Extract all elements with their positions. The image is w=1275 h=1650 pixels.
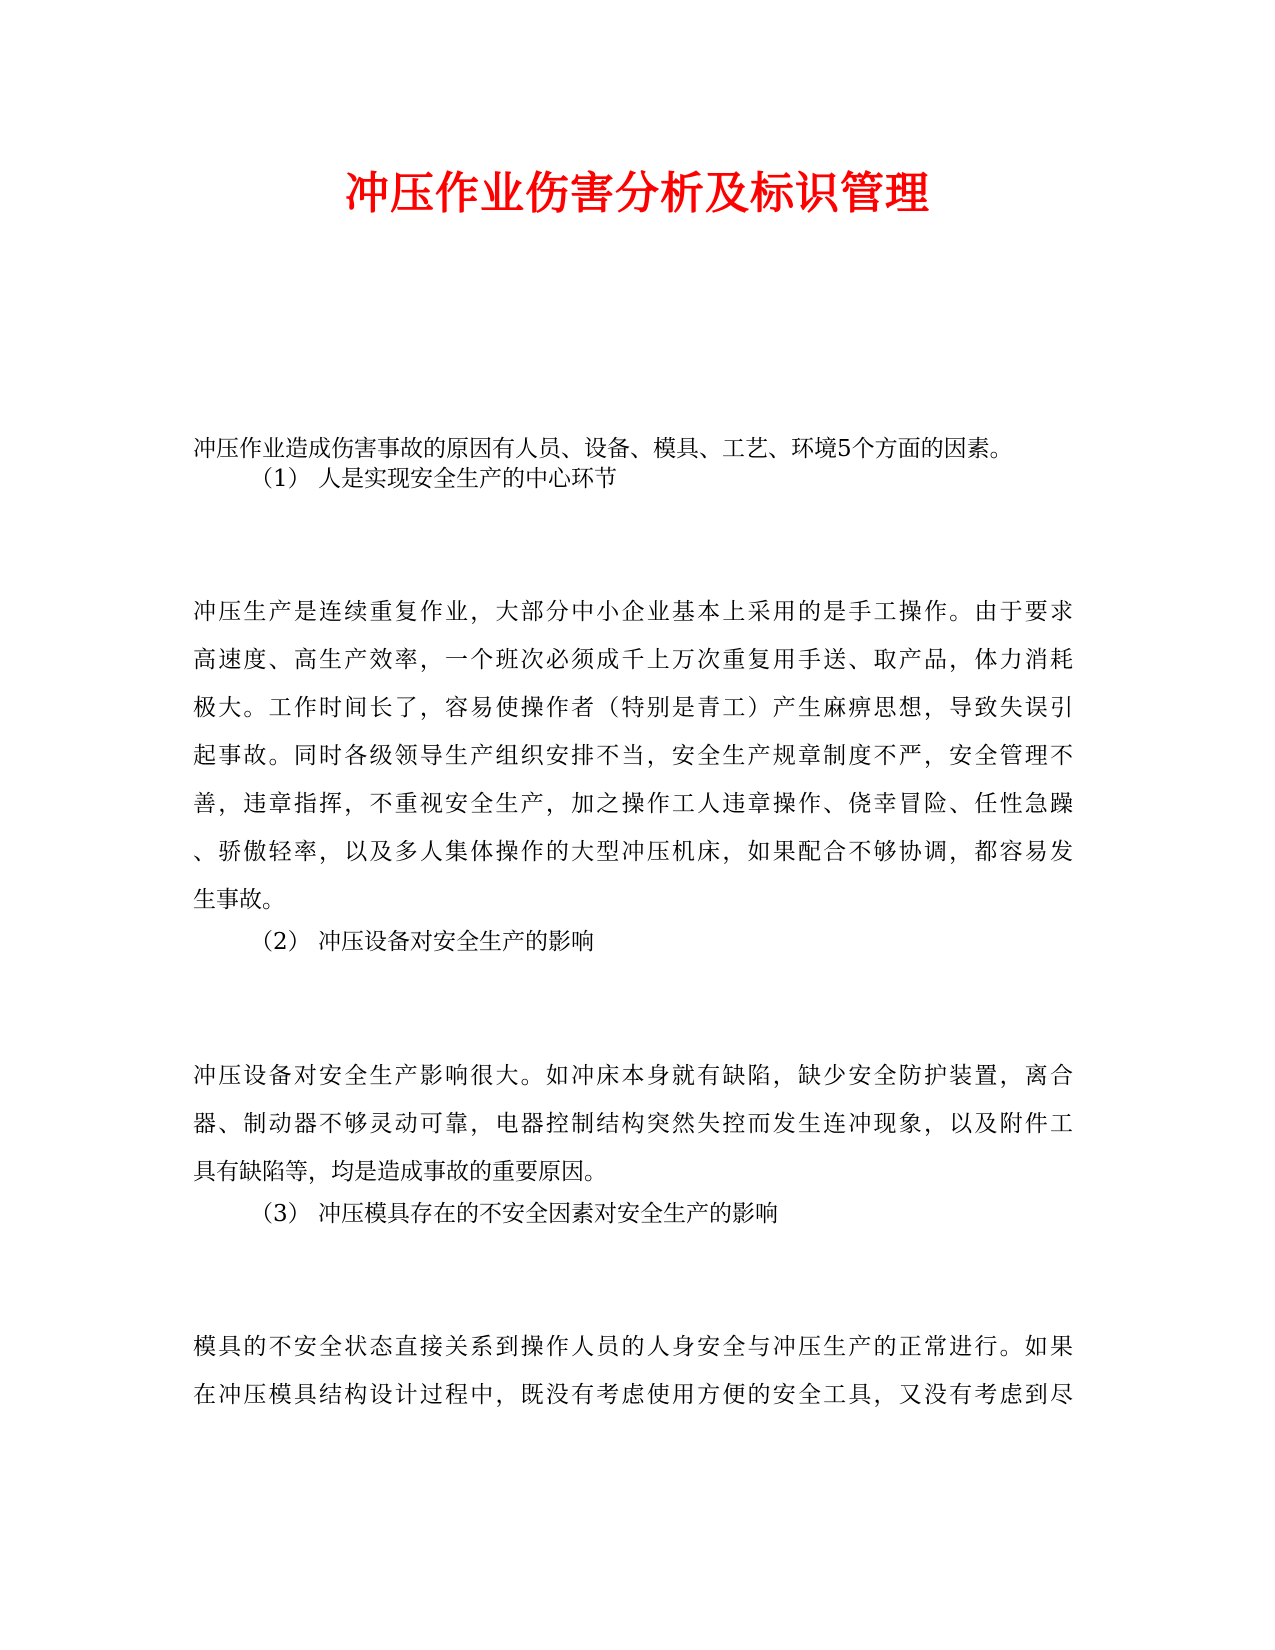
paragraph-line: 具有缺陷等，均是造成事故的重要原因。	[193, 1159, 607, 1185]
paragraph-line: 生事故。	[193, 887, 285, 913]
paragraph-line: 冲压设备对安全生产影响很大。如冲床本身就有缺陷，缺少安全防护装置，离合	[193, 1063, 1073, 1089]
paragraph-line: 高速度、高生产效率，一个班次必须成千上万次重复用手送、取产品，体力消耗	[193, 647, 1073, 673]
paragraph-line: 器、制动器不够灵动可靠，电器控制结构突然失控而发生连冲现象，以及附件工	[193, 1111, 1073, 1137]
paragraph-line: 模具的不安全状态直接关系到操作人员的人身安全与冲压生产的正常进行。如果	[193, 1334, 1073, 1360]
section-number-2: （2）	[250, 929, 311, 955]
section-title-3: 冲压模具存在的不安全因素对安全生产的影响	[318, 1201, 778, 1227]
paragraph-line: 起事故。同时各级领导生产组织安排不当，安全生产规章制度不严，安全管理不	[193, 743, 1073, 769]
section-number-1: （1）	[250, 466, 311, 492]
section-number-3: （3）	[250, 1201, 311, 1227]
intro-paragraph: 冲压作业造成伤害事故的原因有人员、设备、模具、工艺、环境5个方面的因素。	[193, 436, 1013, 462]
section-paragraph-1	[193, 588, 1073, 924]
paragraph-line: 善，违章指挥，不重视安全生产，加之操作工人违章操作、侥幸冒险、任性急躁	[193, 791, 1073, 817]
paragraph-line: 极大。工作时间长了，容易使操作者（特别是青工）产生麻痹思想，导致失误引	[193, 695, 1073, 721]
section-title-2: 冲压设备对安全生产的影响	[318, 929, 594, 955]
paragraph-line: 在冲压模具结构设计过程中，既没有考虑使用方便的安全工具，又没有考虑到尽	[193, 1382, 1073, 1408]
section-title-1: 人是实现安全生产的中心环节	[318, 466, 617, 492]
section-heading-1	[250, 462, 617, 496]
paragraph-line: 冲压生产是连续重复作业，大部分中小企业基本上采用的是手工操作。由于要求	[193, 599, 1073, 625]
document-title: 冲压作业伤害分析及标识管理	[345, 168, 930, 219]
section-heading-3	[250, 1197, 778, 1231]
section-heading-2	[250, 925, 594, 959]
section-paragraph-2	[193, 1052, 1073, 1196]
paragraph-line: 、骄傲轻率，以及多人集体操作的大型冲压机床，如果配合不够协调，都容易发	[193, 839, 1073, 865]
section-paragraph-3	[193, 1323, 1073, 1419]
